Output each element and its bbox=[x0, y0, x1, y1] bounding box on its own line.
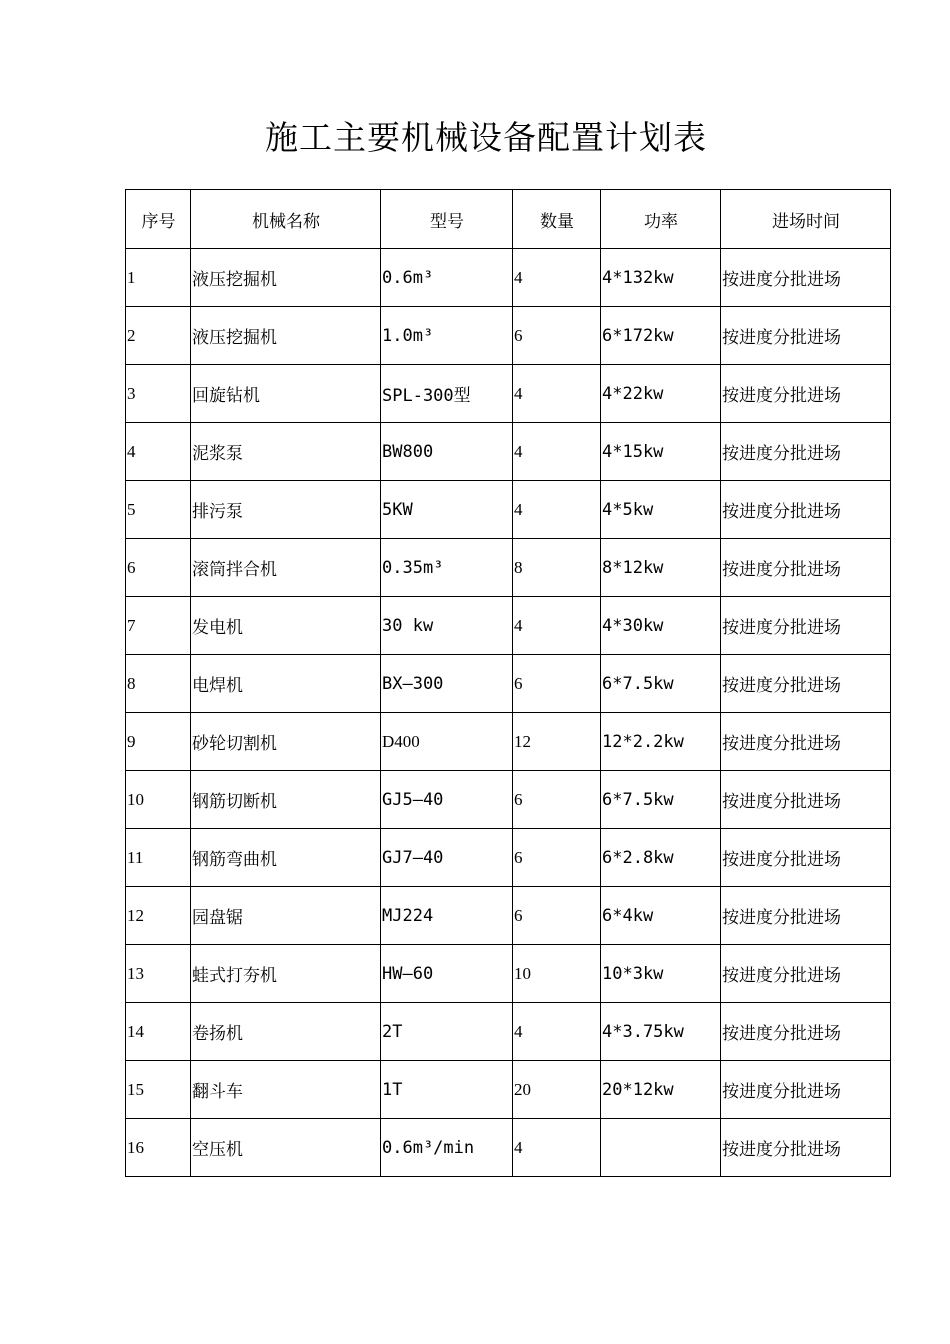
cell-power: 4*5kw bbox=[601, 481, 721, 539]
cell-no: 13 bbox=[126, 945, 191, 1003]
cell-quantity: 4 bbox=[513, 423, 601, 481]
cell-no: 8 bbox=[126, 655, 191, 713]
cell-power: 4*132kw bbox=[601, 249, 721, 307]
cell-quantity: 6 bbox=[513, 887, 601, 945]
cell-entry-time: 按进度分批进场 bbox=[721, 423, 891, 481]
cell-power: 12*2.2kw bbox=[601, 713, 721, 771]
cell-name: 电焊机 bbox=[191, 655, 381, 713]
cell-quantity: 6 bbox=[513, 307, 601, 365]
cell-power: 10*3kw bbox=[601, 945, 721, 1003]
cell-entry-time: 按进度分批进场 bbox=[721, 249, 891, 307]
cell-model: HW—60 bbox=[381, 945, 513, 1003]
cell-quantity: 4 bbox=[513, 481, 601, 539]
table-row bbox=[126, 249, 891, 307]
cell-name: 排污泵 bbox=[191, 481, 381, 539]
cell-power: 6*2.8kw bbox=[601, 829, 721, 887]
table-row bbox=[126, 481, 891, 539]
cell-name: 蛙式打夯机 bbox=[191, 945, 381, 1003]
cell-name: 园盘锯 bbox=[191, 887, 381, 945]
table-row bbox=[126, 597, 891, 655]
table-row bbox=[126, 365, 891, 423]
header-no: 序号 bbox=[126, 190, 191, 249]
cell-no: 5 bbox=[126, 481, 191, 539]
cell-quantity: 10 bbox=[513, 945, 601, 1003]
cell-quantity: 6 bbox=[513, 771, 601, 829]
cell-entry-time: 按进度分批进场 bbox=[721, 481, 891, 539]
table-row bbox=[126, 1003, 891, 1061]
cell-name: 卷扬机 bbox=[191, 1003, 381, 1061]
cell-no: 10 bbox=[126, 771, 191, 829]
table-row bbox=[126, 1119, 891, 1177]
cell-entry-time: 按进度分批进场 bbox=[721, 597, 891, 655]
cell-power: 4*15kw bbox=[601, 423, 721, 481]
cell-power: 6*7.5kw bbox=[601, 655, 721, 713]
cell-quantity: 20 bbox=[513, 1061, 601, 1119]
cell-quantity: 4 bbox=[513, 1003, 601, 1061]
cell-power: 4*22kw bbox=[601, 365, 721, 423]
cell-entry-time: 按进度分批进场 bbox=[721, 1061, 891, 1119]
page-title: 施工主要机械设备配置计划表 bbox=[265, 118, 707, 157]
cell-model: D400 bbox=[381, 713, 513, 771]
cell-model: 5KW bbox=[381, 481, 513, 539]
cell-model: 2T bbox=[381, 1003, 513, 1061]
cell-name: 钢筋弯曲机 bbox=[191, 829, 381, 887]
cell-model: 0.6m³ bbox=[381, 249, 513, 307]
cell-power: 6*7.5kw bbox=[601, 771, 721, 829]
cell-name: 砂轮切割机 bbox=[191, 713, 381, 771]
cell-no: 6 bbox=[126, 539, 191, 597]
table-row bbox=[126, 655, 891, 713]
cell-model: 0.6m³/min bbox=[381, 1119, 513, 1177]
cell-quantity: 4 bbox=[513, 1119, 601, 1177]
cell-model: 1T bbox=[381, 1061, 513, 1119]
cell-no: 3 bbox=[126, 365, 191, 423]
cell-entry-time: 按进度分批进场 bbox=[721, 539, 891, 597]
header-model: 型号 bbox=[381, 190, 513, 249]
table-row bbox=[126, 829, 891, 887]
cell-quantity: 6 bbox=[513, 655, 601, 713]
header-name: 机械名称 bbox=[191, 190, 381, 249]
cell-entry-time: 按进度分批进场 bbox=[721, 713, 891, 771]
cell-quantity: 6 bbox=[513, 829, 601, 887]
cell-name: 回旋钻机 bbox=[191, 365, 381, 423]
cell-model: 1.0m³ bbox=[381, 307, 513, 365]
cell-no: 11 bbox=[126, 829, 191, 887]
header-power: 功率 bbox=[601, 190, 721, 249]
table-row bbox=[126, 307, 891, 365]
cell-name: 发电机 bbox=[191, 597, 381, 655]
equipment-table bbox=[125, 189, 891, 1177]
cell-entry-time: 按进度分批进场 bbox=[721, 307, 891, 365]
cell-no: 12 bbox=[126, 887, 191, 945]
table-row bbox=[126, 539, 891, 597]
cell-name: 空压机 bbox=[191, 1119, 381, 1177]
cell-model: GJ7—40 bbox=[381, 829, 513, 887]
cell-quantity: 4 bbox=[513, 597, 601, 655]
cell-entry-time: 按进度分批进场 bbox=[721, 365, 891, 423]
cell-no: 15 bbox=[126, 1061, 191, 1119]
cell-quantity: 4 bbox=[513, 249, 601, 307]
cell-power: 8*12kw bbox=[601, 539, 721, 597]
cell-name: 钢筋切断机 bbox=[191, 771, 381, 829]
cell-quantity: 12 bbox=[513, 713, 601, 771]
cell-power: 4*30kw bbox=[601, 597, 721, 655]
table-row bbox=[126, 887, 891, 945]
cell-power: 6*4kw bbox=[601, 887, 721, 945]
cell-entry-time: 按进度分批进场 bbox=[721, 829, 891, 887]
cell-no: 16 bbox=[126, 1119, 191, 1177]
cell-model: SPL-300型 bbox=[381, 365, 513, 423]
cell-quantity: 4 bbox=[513, 365, 601, 423]
cell-entry-time: 按进度分批进场 bbox=[721, 945, 891, 1003]
cell-power: 4*3.75kw bbox=[601, 1003, 721, 1061]
cell-model: MJ224 bbox=[381, 887, 513, 945]
table-header-row bbox=[126, 190, 891, 249]
cell-model: BW800 bbox=[381, 423, 513, 481]
cell-entry-time: 按进度分批进场 bbox=[721, 1119, 891, 1177]
cell-no: 1 bbox=[126, 249, 191, 307]
cell-power: 20*12kw bbox=[601, 1061, 721, 1119]
cell-name: 翻斗车 bbox=[191, 1061, 381, 1119]
cell-model: 30 kw bbox=[381, 597, 513, 655]
cell-entry-time: 按进度分批进场 bbox=[721, 887, 891, 945]
cell-name: 泥浆泵 bbox=[191, 423, 381, 481]
cell-entry-time: 按进度分批进场 bbox=[721, 655, 891, 713]
table-row bbox=[126, 423, 891, 481]
cell-power bbox=[601, 1119, 721, 1177]
cell-name: 液压挖掘机 bbox=[191, 307, 381, 365]
cell-model: GJ5—40 bbox=[381, 771, 513, 829]
cell-no: 2 bbox=[126, 307, 191, 365]
cell-entry-time: 按进度分批进场 bbox=[721, 771, 891, 829]
cell-no: 4 bbox=[126, 423, 191, 481]
cell-power: 6*172kw bbox=[601, 307, 721, 365]
table-row bbox=[126, 945, 891, 1003]
cell-name: 滚筒拌合机 bbox=[191, 539, 381, 597]
cell-no: 9 bbox=[126, 713, 191, 771]
cell-name: 液压挖掘机 bbox=[191, 249, 381, 307]
cell-model: 0.35m³ bbox=[381, 539, 513, 597]
header-quantity: 数量 bbox=[513, 190, 601, 249]
table-row bbox=[126, 1061, 891, 1119]
table-row bbox=[126, 713, 891, 771]
cell-model: BX—300 bbox=[381, 655, 513, 713]
cell-no: 14 bbox=[126, 1003, 191, 1061]
cell-quantity: 8 bbox=[513, 539, 601, 597]
cell-no: 7 bbox=[126, 597, 191, 655]
header-entry-time: 进场时间 bbox=[721, 190, 891, 249]
cell-entry-time: 按进度分批进场 bbox=[721, 1003, 891, 1061]
table-row bbox=[126, 771, 891, 829]
